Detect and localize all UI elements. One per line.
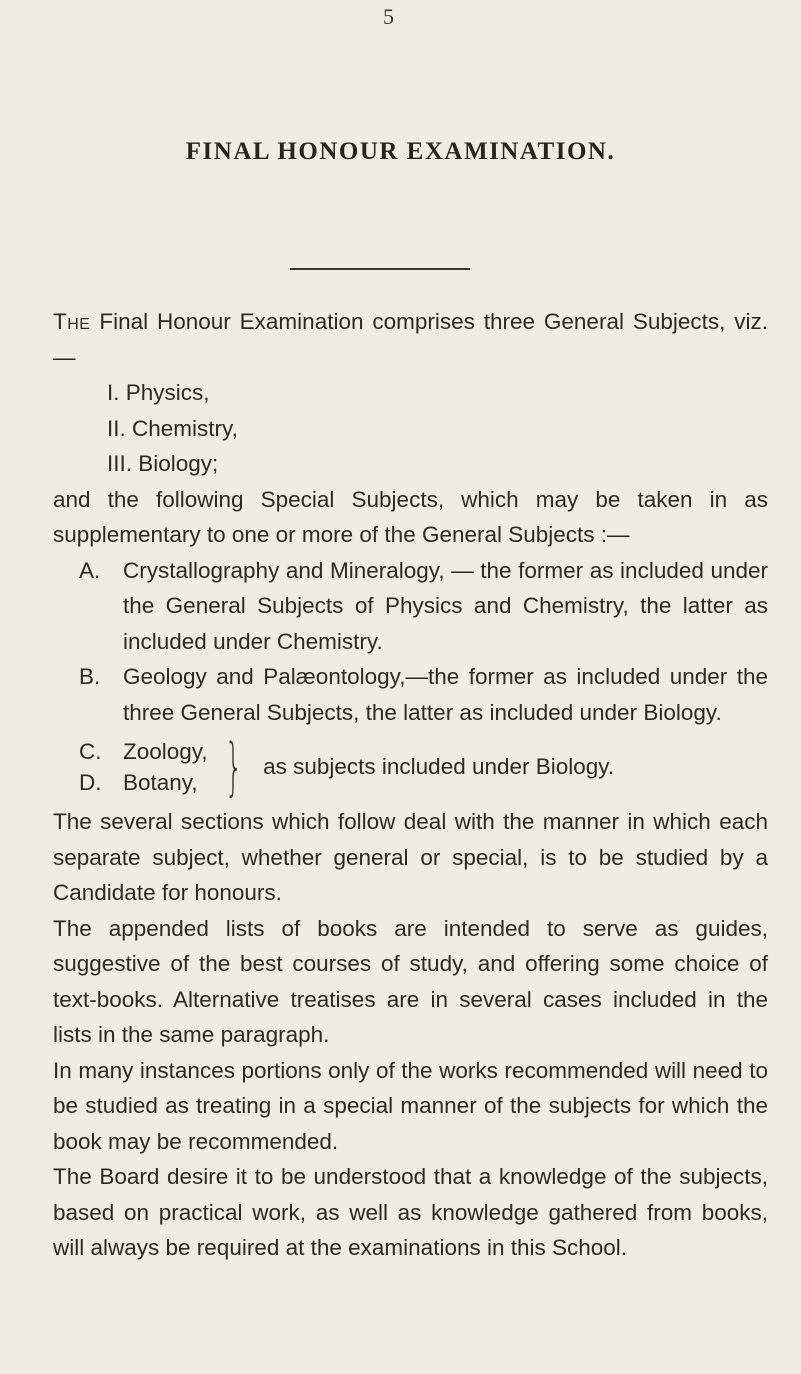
brace-icon: } (224, 730, 243, 803)
special-subjects-list (53, 553, 768, 731)
item-letter: A. (79, 557, 101, 583)
special-subject-item (79, 553, 768, 660)
page-title: FINAL HONOUR EXAMINATION. (185, 138, 616, 165)
item-text: Botany, (123, 770, 198, 795)
body-paragraph: The several sections which follow deal with the manner in which each separate subject, whether general or special, is to be studied by a Candidate for honours. (53, 809, 768, 905)
brace-group (79, 730, 768, 803)
brace-item (79, 767, 208, 798)
general-subject-item: III. Biology; (107, 451, 219, 476)
special-subject-item (79, 659, 768, 730)
item-letter: B. (79, 664, 101, 689)
body-paragraph: The appended lists of books are intended to serve as guides, suggestive of the best courses of study, and offering some choice of text-books. Alternative treatises are in several cases included in the lists in the same paragraph. (53, 915, 768, 1047)
body-paragraph: In many instances portions only of the works recommended will need to be studied as treating in a special manner of the subjects for which the book may be recommended. (53, 1057, 768, 1154)
item-text: Geology and Palæontology,—the former as included under the three General Subjects, the latter as included under Biology. (123, 664, 768, 725)
item-letter: C. (79, 739, 102, 764)
intro-paragraph (53, 304, 768, 375)
divider-rule (290, 268, 470, 270)
item-text: Zoology, (123, 739, 208, 764)
intro-text: Final Honour Examination comprises three General Subjects, viz.— (53, 309, 768, 370)
general-subjects-list (107, 375, 768, 482)
document-body (53, 304, 768, 1266)
brace-group-items (79, 736, 208, 798)
intro-lead: The (53, 309, 91, 334)
item-letter: D. (79, 770, 102, 795)
body-paragraph: The Board desire it to be understood that a knowledge of the subjects, based on practical work, as well as knowledge gathered from books, will always be required at the examinations in this School. (53, 1164, 768, 1260)
general-subject-item: II. Chemistry, (107, 415, 238, 441)
special-intro: and the following Special Subjects, which may be taken in as supplementary to one or more of the General Subjects :— (53, 486, 768, 547)
general-subject-item: I. Physics, (107, 380, 210, 405)
item-text: Crystallography and Mineralogy, — the former as included under the General Subjects of Physics and Chemistry, the latter as included under Chemistry. (123, 557, 768, 654)
brace-item (79, 736, 208, 767)
page-number: 5 (383, 4, 394, 29)
brace-note: as subjects included under Biology. (263, 754, 615, 780)
